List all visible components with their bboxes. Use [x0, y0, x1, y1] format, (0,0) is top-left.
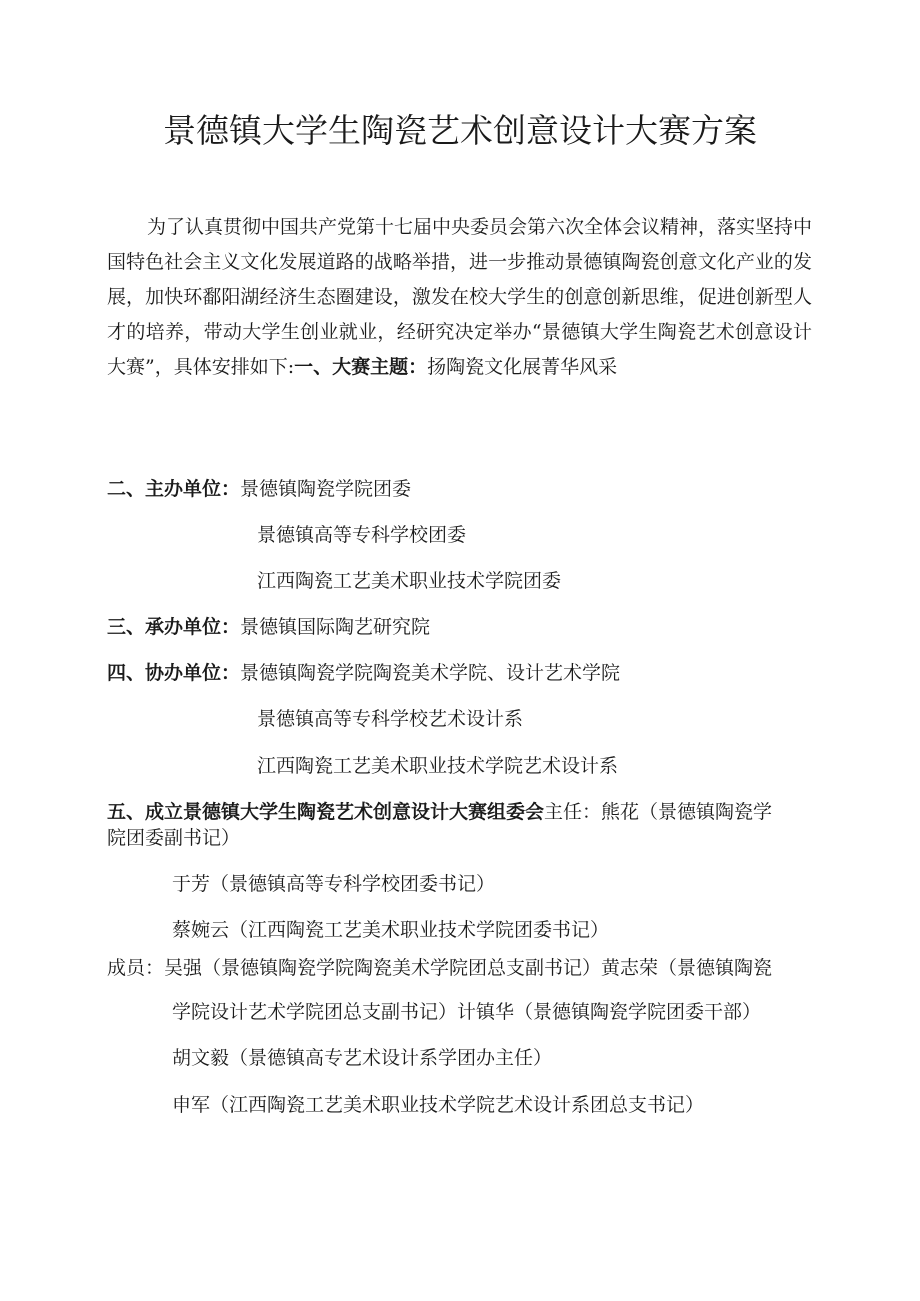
co-organizer-unit: 景德镇高等专科学校艺术设计系 — [257, 708, 524, 730]
committee-director-cont: 院团委副书记） — [107, 827, 241, 849]
committee-deputy: 蔡婉云（江西陶瓷工艺美术职业技术学院团委书记） — [172, 919, 610, 941]
committee-director: 主任：熊花（景德镇陶瓷学 — [544, 801, 773, 823]
co-organizer-section — [107, 658, 620, 688]
committee-member: 胡文毅（景德镇高专艺术设计系学团办主任） — [172, 1047, 553, 1069]
co-organizer-unit: 景德镇陶瓷学院陶瓷美术学院、设计艺术学院 — [240, 662, 621, 684]
theme-value: 扬陶瓷文化展菁华风采 — [427, 356, 618, 378]
host-unit: 江西陶瓷工艺美术职业技术学院团委 — [257, 570, 562, 592]
intro-text: 为了认真贯彻中国共产党第十七届中央委员会第六次全体会议精神，落实坚持中国特色社会主义文化发展道路的战略举措，进一步推动景德镇陶瓷创意文化产业的发展，加快环鄱阳湖经济生态圈建设，激发在校大学生的创意创新思维，促进创新型人才的培养，带动大学生创业就业，经研究决定举办“景德镇大学生陶瓷艺术创意设计大赛”，具体安排如下: — [107, 216, 813, 378]
organizer-unit: 景德镇国际陶艺研究院 — [240, 616, 431, 638]
host-unit: 景德镇高等专科学校团委 — [257, 524, 467, 546]
organizer-label: 三、承办单位： — [107, 616, 241, 638]
host-label: 二、主办单位： — [107, 478, 241, 500]
committee-deputy: 于芳（景德镇高等专科学校团委书记） — [172, 873, 496, 895]
host-unit: 景德镇陶瓷学院团委 — [240, 478, 412, 500]
co-organizer-unit: 江西陶瓷工艺美术职业技术学院艺术设计系 — [257, 755, 619, 777]
committee-members-line: 成员：吴强（景德镇陶瓷学院陶瓷美术学院团总支副书记）黄志荣（景德镇陶瓷 — [107, 957, 773, 979]
host-section — [107, 474, 411, 504]
committee-label: 五、成立景德镇大学生陶瓷艺术创意设计大赛组委会 — [107, 801, 545, 823]
page-title: 景德镇大学生陶瓷艺术创意设计大赛方案 — [163, 111, 757, 150]
organizer-section — [107, 612, 430, 642]
co-organizer-label: 四、协办单位： — [107, 662, 241, 684]
committee-members-line: 学院设计艺术学院团总支副书记）计镇华（景德镇陶瓷学院团委干部） — [172, 1001, 762, 1023]
intro-paragraph — [107, 210, 812, 385]
committee-member: 申军（江西陶瓷工艺美术职业技术学院艺术设计系团总支书记） — [172, 1094, 705, 1116]
theme-label: 一、大赛主题： — [294, 356, 428, 378]
